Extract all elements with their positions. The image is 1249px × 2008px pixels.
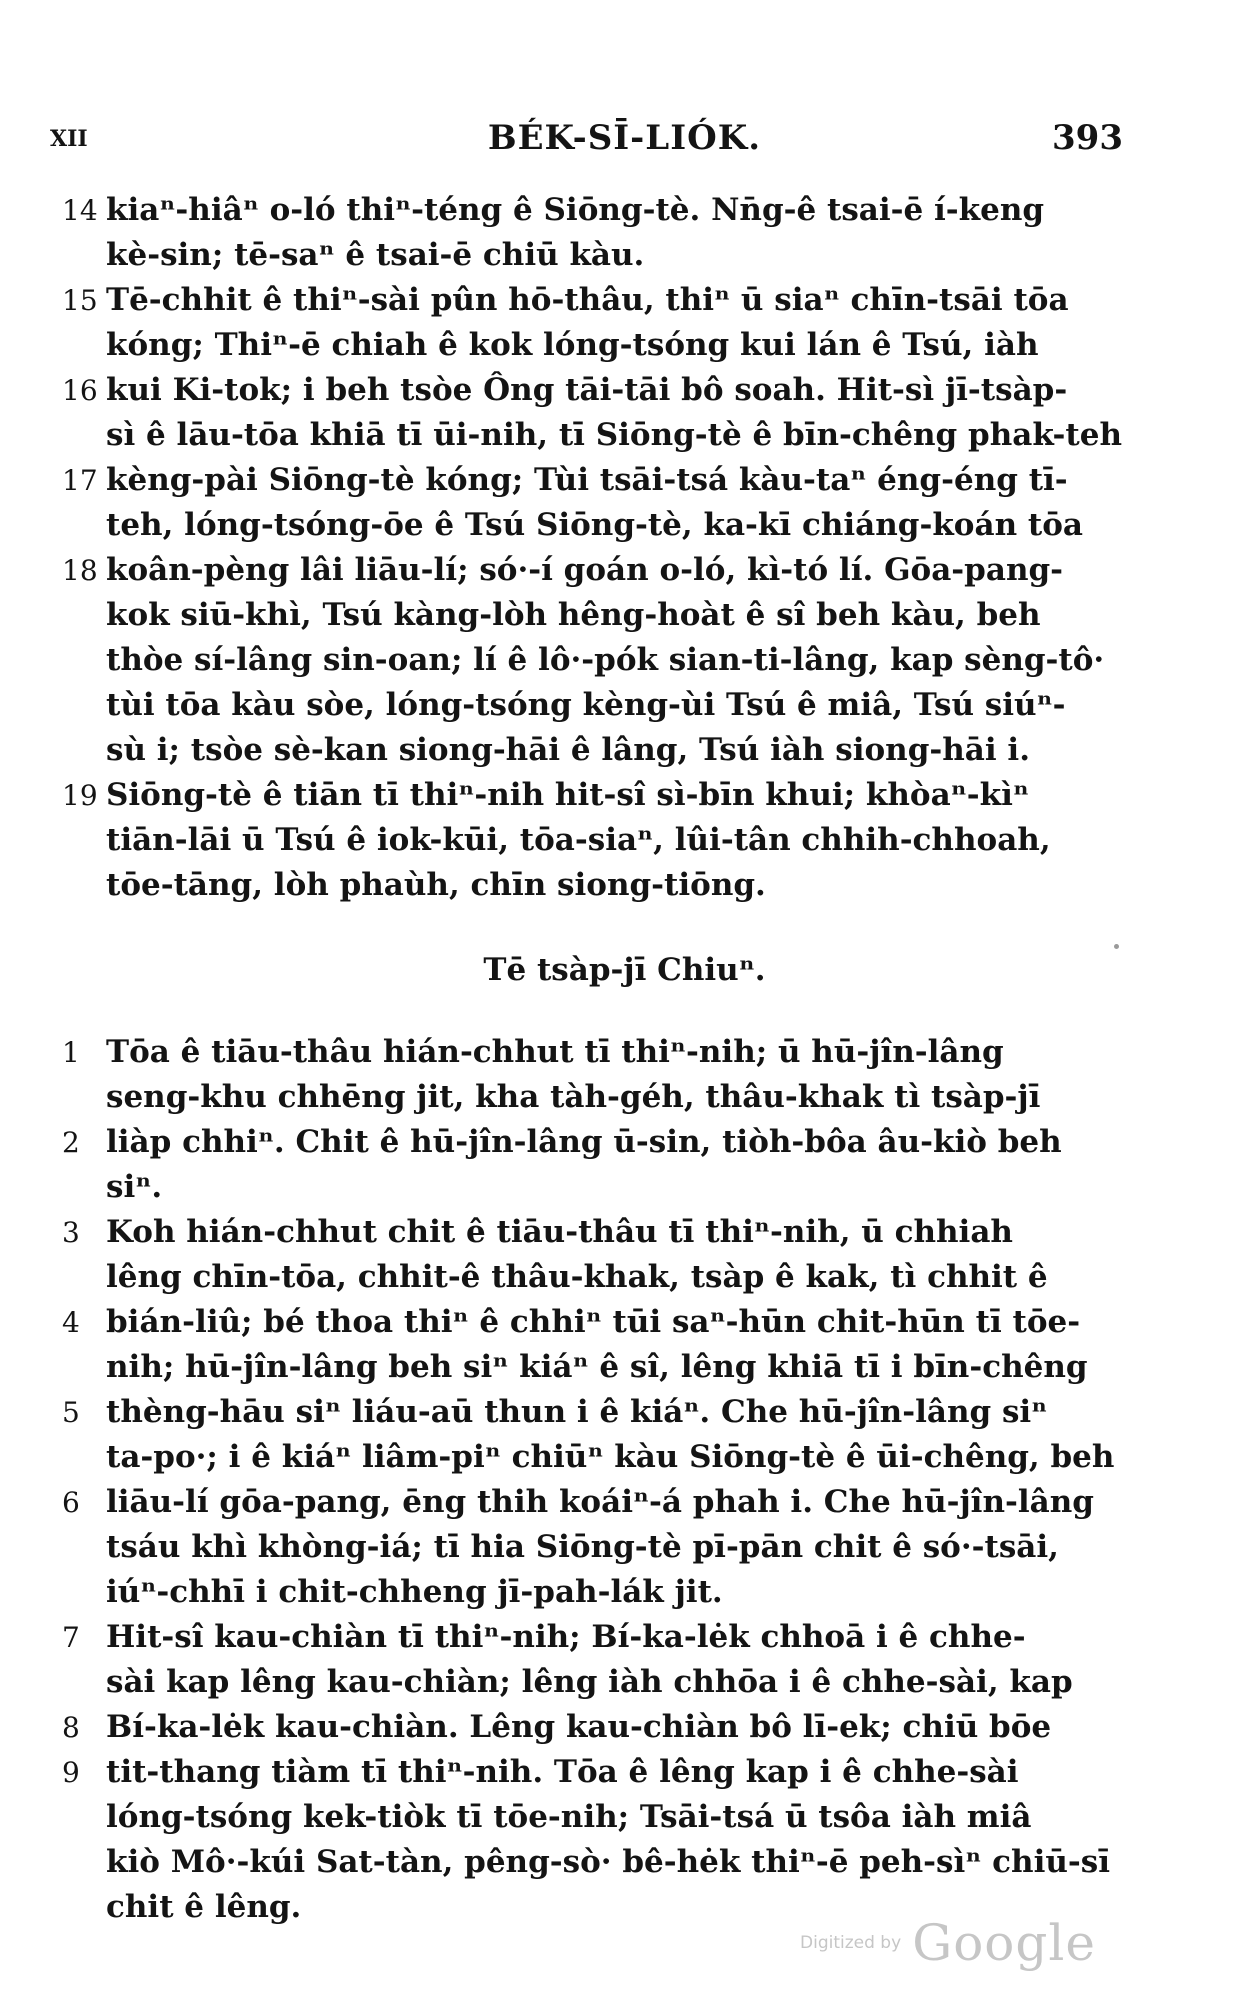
chapter-heading: Tē tsàp-jī Chiuⁿ. bbox=[483, 952, 766, 988]
chapter-roman-numeral: XII bbox=[50, 126, 88, 152]
verse-number: 18 bbox=[62, 554, 98, 587]
page-header bbox=[0, 118, 1249, 168]
line-text: liāu-lí gōa-pang, ēng thih koáiⁿ-á phah i. Che hū-jîn-lâng bbox=[106, 1484, 1094, 1520]
watermark-prefix: Digitized by bbox=[800, 1933, 902, 1953]
verse-number: 16 bbox=[62, 374, 98, 407]
line-text: liàp chhiⁿ. Chit ê hū-jîn-lâng ū-sin, tiòh-bôa âu-kiò beh bbox=[106, 1124, 1062, 1160]
text-line bbox=[62, 1030, 1142, 1075]
text-line bbox=[62, 1165, 1142, 1210]
chapter-12-text bbox=[62, 1030, 1142, 1930]
line-text: sì ê lāu-tōa khiā tī ūi-nih, tī Siōng-tè ê bīn-chêng phak-teh bbox=[106, 417, 1122, 453]
line-text: tsáu khì khòng-iá; tī hia Siōng-tè pī-pān chit ê só·-tsāi, bbox=[106, 1529, 1059, 1565]
running-title: BÉK-SĪ-LIÓK. bbox=[487, 118, 762, 158]
line-text: kè-sin; tē-saⁿ ê tsai-ē chiū kàu. bbox=[106, 237, 645, 273]
text-line bbox=[62, 773, 1142, 818]
line-text: kok siū-khì, Tsú kàng-lòh hêng-hoàt ê sî beh kàu, beh bbox=[106, 597, 1041, 633]
line-text: Tē-chhit ê thiⁿ-sài pûn hō-thâu, thiⁿ ū siaⁿ chīn-tsāi tōa bbox=[106, 282, 1069, 318]
text-line bbox=[62, 1705, 1142, 1750]
text-line bbox=[62, 1435, 1142, 1480]
text-line bbox=[62, 1120, 1142, 1165]
text-line bbox=[62, 548, 1142, 593]
stray-mark bbox=[1114, 944, 1119, 949]
text-line bbox=[62, 413, 1142, 458]
line-text: Hit-sî kau-chiàn tī thiⁿ-nih; Bí-ka-lėk chhoā i ê chhe- bbox=[106, 1619, 1026, 1655]
line-text: tiān-lāi ū Tsú ê iok-kūi, tōa-siaⁿ, lûi-tân chhih-chhoah, bbox=[106, 822, 1051, 858]
line-text: sù i; tsòe sè-kan siong-hāi ê lâng, Tsú iàh siong-hāi i. bbox=[106, 732, 1031, 768]
verse-number: 4 bbox=[62, 1306, 80, 1339]
line-text: kiò Mô·-kúi Sat-tàn, pêng-sò· bê-hėk thiⁿ-ē peh-sìⁿ chiū-sī bbox=[106, 1844, 1110, 1880]
verse-number: 2 bbox=[62, 1126, 80, 1159]
text-line bbox=[62, 188, 1142, 233]
line-text: kóng; Thiⁿ-ē chiah ê kok lóng-tsóng kui lán ê Tsú, iàh bbox=[106, 327, 1039, 363]
line-text: kèng-pài Siōng-tè kóng; Tùi tsāi-tsá kàu-taⁿ éng-éng tī- bbox=[106, 462, 1068, 498]
google-logo: Google bbox=[912, 1914, 1096, 1972]
line-text: tùi tōa kàu sòe, lóng-tsóng kèng-ùi Tsú ê miâ, Tsú siúⁿ- bbox=[106, 687, 1066, 723]
page-number: 393 bbox=[1052, 118, 1123, 158]
verse-number: 9 bbox=[62, 1756, 80, 1789]
text-line bbox=[62, 1750, 1142, 1795]
text-line bbox=[62, 368, 1142, 413]
text-line bbox=[62, 1390, 1142, 1435]
verse-number: 3 bbox=[62, 1216, 80, 1249]
verse-number: 19 bbox=[62, 779, 98, 812]
text-line bbox=[62, 458, 1142, 503]
line-text: Tōa ê tiāu-thâu hián-chhut tī thiⁿ-nih; ū hū-jîn-lâng bbox=[106, 1034, 1004, 1070]
line-text: kiaⁿ-hiâⁿ o-ló thiⁿ-téng ê Siōng-tè. Nn̄g-ê tsai-ē í-keng bbox=[106, 192, 1045, 228]
line-text: Siōng-tè ê tiān tī thiⁿ-nih hit-sî sì-bīn khui; khòaⁿ-kìⁿ bbox=[106, 777, 1029, 813]
line-text: kui Ki-tok; i beh tsòe Ông tāi-tāi bô soah. Hit-sì jī-tsàp- bbox=[106, 372, 1068, 408]
verse-number: 8 bbox=[62, 1711, 80, 1744]
line-text: bián-liû; bé thoa thiⁿ ê chhiⁿ tūi saⁿ-hūn chit-hūn tī tōe- bbox=[106, 1304, 1081, 1340]
line-text: ta-po·; i ê kiáⁿ liâm-piⁿ chiūⁿ kàu Siōng-tè ê ūi-chêng, beh bbox=[106, 1439, 1115, 1475]
text-line bbox=[62, 683, 1142, 728]
line-text: chit ê lêng. bbox=[106, 1889, 302, 1925]
text-line bbox=[62, 1615, 1142, 1660]
verse-number: 1 bbox=[62, 1036, 80, 1069]
text-line bbox=[62, 593, 1142, 638]
line-text: lêng chīn-tōa, chhit-ê thâu-khak, tsàp ê kak, tì chhit ê bbox=[106, 1259, 1048, 1295]
text-line bbox=[62, 1210, 1142, 1255]
text-line bbox=[62, 1480, 1142, 1525]
digitization-watermark bbox=[800, 1914, 1096, 1972]
text-line bbox=[62, 818, 1142, 863]
line-text: thèng-hāu siⁿ liáu-aū thun i ê kiáⁿ. Che hū-jîn-lâng siⁿ bbox=[106, 1394, 1048, 1430]
chapter-11-ending bbox=[62, 188, 1142, 908]
line-text: Bí-ka-lėk kau-chiàn. Lêng kau-chiàn bô lī-ek; chiū bōe bbox=[106, 1709, 1052, 1745]
line-text: teh, lóng-tsóng-ōe ê Tsú Siōng-tè, ka-kī chiáng-koán tōa bbox=[106, 507, 1083, 543]
line-text: koân-pèng lâi liāu-lí; só·-í goán o-ló, kì-tó lí. Gōa-pang- bbox=[106, 552, 1064, 588]
verse-number: 5 bbox=[62, 1396, 80, 1429]
text-line bbox=[62, 1570, 1142, 1615]
text-line bbox=[62, 638, 1142, 683]
text-line bbox=[62, 728, 1142, 773]
text-line bbox=[62, 1075, 1142, 1120]
line-text: Koh hián-chhut chit ê tiāu-thâu tī thiⁿ-nih, ū chhiah bbox=[106, 1214, 1013, 1250]
text-line bbox=[62, 1300, 1142, 1345]
text-line bbox=[62, 278, 1142, 323]
text-line bbox=[62, 1345, 1142, 1390]
verse-number: 14 bbox=[62, 194, 98, 227]
text-line bbox=[62, 1795, 1142, 1840]
line-text: iúⁿ-chhī i chit-chheng jī-pah-lák jit. bbox=[106, 1574, 723, 1610]
line-text: nih; hū-jîn-lâng beh siⁿ kiáⁿ ê sî, lêng khiā tī i bīn-chêng bbox=[106, 1349, 1088, 1385]
line-text: lóng-tsóng kek-tiòk tī tōe-nih; Tsāi-tsá ū tsôa iàh miâ bbox=[106, 1799, 1032, 1835]
line-text: tit-thang tiàm tī thiⁿ-nih. Tōa ê lêng kap i ê chhe-sài bbox=[106, 1754, 1019, 1790]
text-line bbox=[62, 1840, 1142, 1885]
text-line bbox=[62, 1660, 1142, 1705]
line-text: siⁿ. bbox=[106, 1169, 163, 1205]
verse-number: 6 bbox=[62, 1486, 80, 1519]
line-text: seng-khu chhēng jit, kha tàh-géh, thâu-khak tì tsàp-jī bbox=[106, 1079, 1041, 1115]
text-line bbox=[62, 863, 1142, 908]
verse-number: 15 bbox=[62, 284, 98, 317]
line-text: thòe sí-lâng sin-oan; lí ê lô·-pók sian-ti-lâng, kap sèng-tô· bbox=[106, 642, 1105, 678]
text-line bbox=[62, 323, 1142, 368]
text-line bbox=[62, 503, 1142, 548]
text-line bbox=[62, 1525, 1142, 1570]
verse-number: 7 bbox=[62, 1621, 80, 1654]
text-line bbox=[62, 233, 1142, 278]
verse-number: 17 bbox=[62, 464, 98, 497]
line-text: tōe-tāng, lòh phaùh, chīn siong-tiōng. bbox=[106, 867, 766, 903]
line-text: sài kap lêng kau-chiàn; lêng iàh chhōa i ê chhe-sài, kap bbox=[106, 1664, 1073, 1700]
text-line bbox=[62, 1255, 1142, 1300]
